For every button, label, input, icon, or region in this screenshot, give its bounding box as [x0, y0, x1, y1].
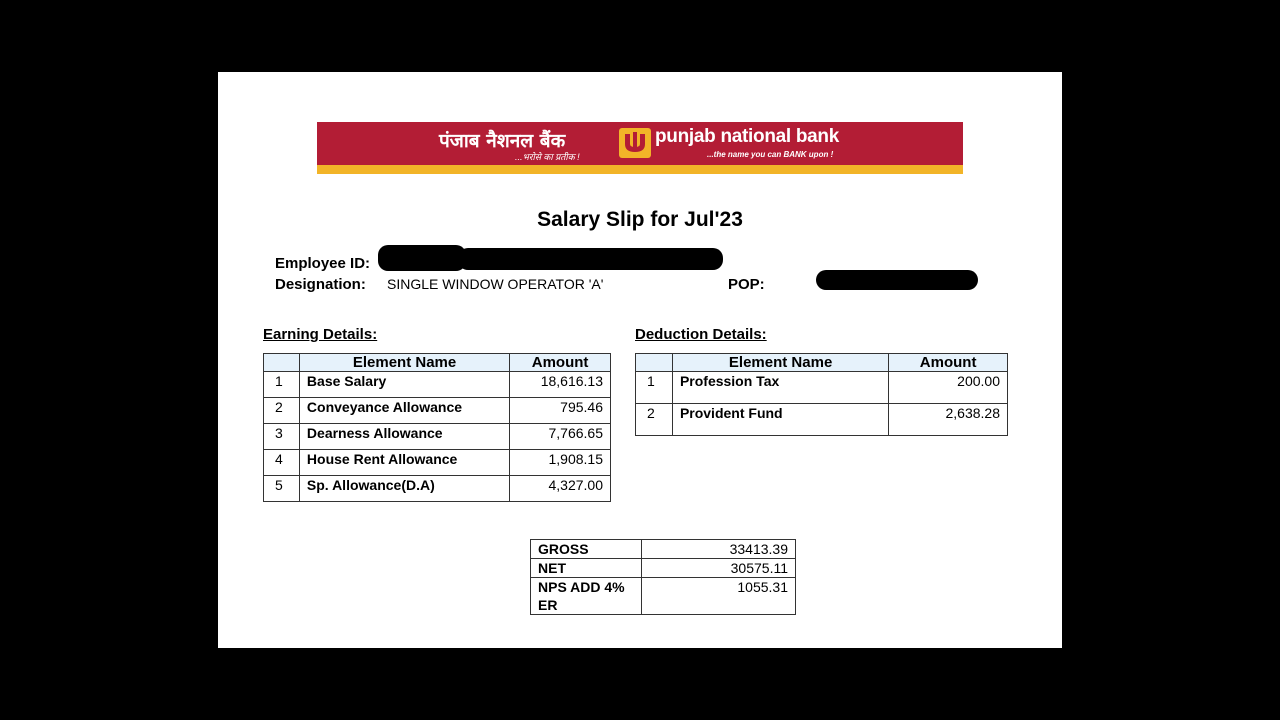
element-name: Conveyance Allowance: [299, 398, 509, 424]
totals-row-gross: [531, 540, 796, 559]
totals-table: [530, 539, 796, 615]
column-header-index: [636, 354, 673, 372]
element-name: Dearness Allowance: [299, 424, 509, 450]
amount: 200.00: [889, 372, 1008, 404]
column-header-element-name: Element Name: [299, 354, 509, 372]
pnb-logo-icon: [619, 128, 651, 158]
deduction-details-heading: Deduction Details:: [635, 326, 767, 343]
deductions-table: [635, 353, 1008, 436]
nps-label: NPS ADD 4% ER: [531, 578, 642, 615]
deductions-header-row: [636, 354, 1008, 372]
redacted-employee-name: [458, 248, 723, 270]
element-name: Provident Fund: [672, 404, 888, 436]
table-row: [264, 398, 611, 424]
row-index: 1: [264, 372, 300, 398]
column-header-index: [264, 354, 300, 372]
amount: 4,327.00: [510, 476, 611, 502]
table-row: [264, 372, 611, 398]
row-index: 2: [636, 404, 673, 436]
earnings-header-row: [264, 354, 611, 372]
gross-value: 33413.39: [641, 540, 795, 559]
row-index: 4: [264, 450, 300, 476]
redacted-employee-id: [378, 245, 466, 271]
amount: 7,766.65: [510, 424, 611, 450]
column-header-element-name: Element Name: [672, 354, 888, 372]
bank-tagline-hindi: ...भरोसे का प्रतीक !: [515, 152, 580, 162]
totals-row-net: [531, 559, 796, 578]
table-row: [636, 404, 1008, 436]
row-index: 1: [636, 372, 673, 404]
designation-value: SINGLE WINDOW OPERATOR 'A': [387, 276, 604, 292]
column-header-amount: Amount: [510, 354, 611, 372]
row-index: 3: [264, 424, 300, 450]
bank-name-hindi: पंजाब नैशनल बैंक: [439, 130, 566, 152]
banner-stripe: [317, 165, 963, 174]
table-row: [264, 476, 611, 502]
redacted-pop-value: [816, 270, 978, 290]
bank-tagline-english: ...the name you can BANK upon !: [707, 150, 834, 159]
element-name: Profession Tax: [672, 372, 888, 404]
designation-label: Designation:: [275, 276, 366, 293]
table-row: [264, 424, 611, 450]
column-header-amount: Amount: [889, 354, 1008, 372]
amount: 1,908.15: [510, 450, 611, 476]
gross-label: GROSS: [531, 540, 642, 559]
element-name: Sp. Allowance(D.A): [299, 476, 509, 502]
amount: 795.46: [510, 398, 611, 424]
net-label: NET: [531, 559, 642, 578]
totals-row-nps: [531, 578, 796, 615]
amount: 2,638.28: [889, 404, 1008, 436]
row-index: 5: [264, 476, 300, 502]
net-value: 30575.11: [641, 559, 795, 578]
earnings-table: [263, 353, 611, 502]
pop-label: POP:: [728, 276, 765, 293]
salary-slip-page: [218, 72, 1062, 648]
bank-name-english: punjab national bank: [655, 126, 840, 147]
table-row: [636, 372, 1008, 404]
table-row: [264, 450, 611, 476]
element-name: Base Salary: [299, 372, 509, 398]
slip-title: Salary Slip for Jul'23: [537, 208, 743, 231]
row-index: 2: [264, 398, 300, 424]
employee-id-label: Employee ID:: [275, 255, 371, 272]
amount: 18,616.13: [510, 372, 611, 398]
earning-details-heading: Earning Details:: [263, 326, 378, 343]
element-name: House Rent Allowance: [299, 450, 509, 476]
nps-value: 1055.31: [641, 578, 795, 615]
bank-banner: [317, 122, 963, 174]
